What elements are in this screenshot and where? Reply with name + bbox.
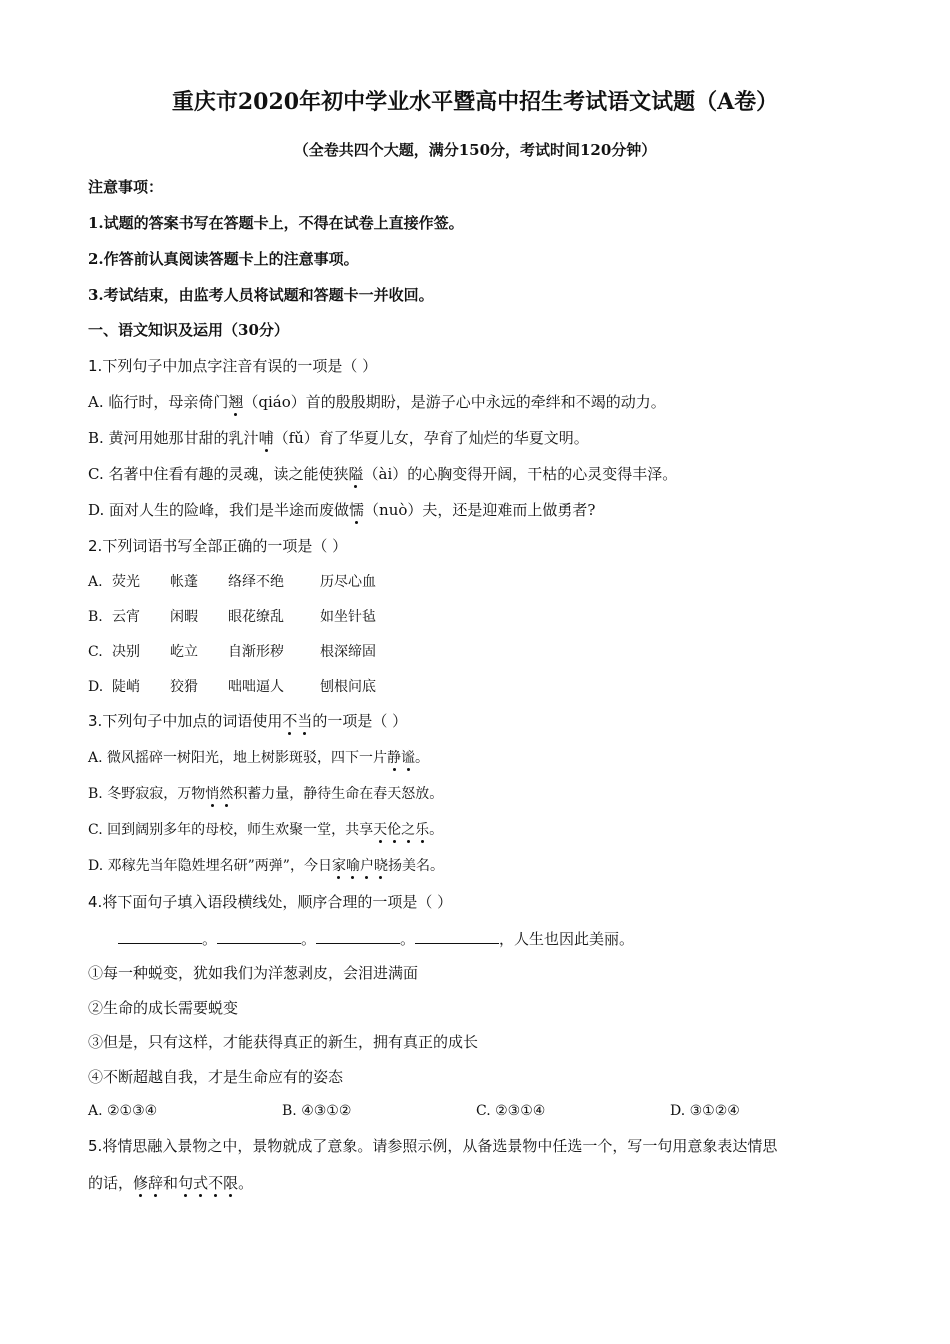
q1-stem-text: 下列句子中加点字注音有误的一项是（ ） <box>102 357 378 375</box>
q3-option-c <box>88 820 443 840</box>
q2-option-d <box>88 677 376 697</box>
notice-item-1: 1.试题的答案书写在答题卡上，不得在试卷上直接作签。 <box>88 214 464 232</box>
q3-stem-text: 下列句子中加点的词语使用 <box>102 712 283 730</box>
q4-sentence-1: ①每一种蜕变，犹如我们为洋葱剥皮，会泪进满面 <box>88 964 419 982</box>
q3-a-dotted <box>387 750 415 766</box>
q5-line2-mid: 和 <box>163 1174 179 1192</box>
q3-b-rest: 积蓄力量，静待生命在春天怒放。 <box>233 786 444 802</box>
q5-stem-line-1 <box>88 1136 777 1156</box>
q1-number: 1. <box>88 357 103 375</box>
q1-c-text: C. 名著中住看有趣的灵魂，读之能使狭 <box>88 465 349 483</box>
emphasis-char: 式 <box>193 1174 209 1192</box>
q4-sentence-4: ④不断超越自我，才是生命应有的姿态 <box>88 1068 344 1086</box>
q2-d-word-2: 狡猾 <box>170 679 198 695</box>
q3-option-a <box>88 748 429 768</box>
emphasis-char: 然 <box>219 786 234 802</box>
notice-item-2: 2.作答前认真阅读答题卡上的注意事项。 <box>88 250 359 268</box>
q2-b-word-4: 如坐针毡 <box>320 609 376 625</box>
emphasis-char: 天 <box>373 822 388 838</box>
q1-a-rest: （qiáo）首的殷殷期盼，是游子心中永远的牵绊和不竭的动力。 <box>243 393 666 411</box>
q3-a-text: A. 微风摇碎一树阳光，地上树影斑驳，四下一片 <box>88 750 388 766</box>
q3-b-text: B. 冬野寂寂，万物 <box>88 786 206 802</box>
q2-d-word-4: 刨根问底 <box>320 679 376 695</box>
q4-options <box>88 1101 740 1121</box>
page-title: 重庆市2020年初中学业水平暨高中招生考试语文试题（A卷） <box>171 89 779 115</box>
q1-option-b <box>88 428 589 448</box>
q2-stem <box>88 536 347 556</box>
q3-c-text: C. 回到阔别多年的母校，师生欢聚一堂，共享 <box>88 822 374 838</box>
emphasis-char: 限 <box>223 1174 239 1192</box>
q2-a-word-4: 历尽心血 <box>320 574 376 590</box>
q2-b-label: B. <box>88 609 103 625</box>
q2-option-c <box>88 642 376 662</box>
q5-stem-text: 将情思融入景物之中，景物就成了意象。请参照示例，从备选景物中任选一个，写一句用意象表达情思 <box>102 1137 778 1155</box>
q3-c-rest: 。 <box>429 822 444 838</box>
q3-b-dotted-word <box>205 786 233 802</box>
q4-blank-3[interactable] <box>316 929 400 944</box>
q1-option-d <box>88 500 595 520</box>
q4-blank-1[interactable] <box>118 929 202 944</box>
q3-option-b <box>88 784 443 804</box>
q5-number: 5. <box>88 1137 103 1155</box>
q1-stem <box>88 356 377 376</box>
emphasis-char: 伦 <box>387 822 402 838</box>
q1-a-dotted-char: 翘 <box>228 393 244 411</box>
q1-b-rest: （fǔ）育了华夏儿女，孕育了灿烂的华夏文明。 <box>273 429 589 447</box>
q1-d-rest: （nuò）夫，还是迎难而上做勇者? <box>364 501 596 519</box>
q2-b-word-1: 云宵 <box>112 609 140 625</box>
emphasis-char: 乐 <box>415 822 430 838</box>
q1-b-dotted-char: 哺 <box>258 429 274 447</box>
q3-stem-rest: 的一项是（ ） <box>312 712 408 730</box>
q3-number: 3. <box>88 712 103 730</box>
q2-a-word-2: 帐蓬 <box>170 574 198 590</box>
emphasis-char: 户 <box>359 858 374 874</box>
notice-item-3: 3.考试结束，由监考人员将试题和答题卡一并收回。 <box>88 286 434 304</box>
section-heading: 一、语文知识及运用（30分） <box>88 321 289 339</box>
q3-option-d <box>88 856 444 876</box>
emphasis-char: 不 <box>282 712 298 730</box>
q4-option-a: A. ②①③④ <box>88 1103 158 1119</box>
q2-d-word-3: 咄咄逼人 <box>228 679 284 695</box>
q2-d-word-1: 陡峭 <box>112 679 140 695</box>
q1-option-a <box>88 392 666 412</box>
q1-option-c <box>88 464 677 484</box>
q1-c-dotted-char: 隘 <box>348 465 364 483</box>
q2-stem-text: 下列词语书写全部正确的一项是（ ） <box>102 537 348 555</box>
q5-line2-text: 的话， <box>88 1174 134 1192</box>
q1-b-text: B. 黄河用她那甘甜的乳汁 <box>88 429 259 447</box>
notice-heading: 注意事项： <box>88 178 164 196</box>
q4-option-b: B. ④③①② <box>282 1103 352 1119</box>
emphasis-char: 当 <box>297 712 313 730</box>
q4-sentence-3: ③但是，只有这样，才能获得真正的新生，拥有真正的成长 <box>88 1033 479 1051</box>
q3-d-text: D. 邓稼先当年隐姓埋名研”两弹”，今日 <box>88 858 332 874</box>
emphasis-char: 喻 <box>345 858 360 874</box>
emphasis-char: 谧 <box>401 750 416 766</box>
q2-number: 2. <box>88 537 103 555</box>
q2-option-b <box>88 607 376 627</box>
q5-line2-end: 。 <box>238 1174 254 1192</box>
q3-a-dotted-word <box>387 750 415 766</box>
q5-stem-line-2 <box>88 1173 253 1193</box>
q5-dotted-word-2 <box>178 1174 238 1192</box>
q3-d-rest: 扬美名。 <box>387 858 444 874</box>
q4-tail-text: ，人生也因此美丽。 <box>499 930 635 948</box>
q2-a-word-3: 络绎不绝 <box>228 574 284 590</box>
q3-d-dotted-word <box>332 858 388 874</box>
page-subtitle: （全卷共四个大题，满分150分，考试时间120分钟） <box>293 141 657 159</box>
q4-blanks-line: 。 。 。 ，人生也因此美丽。 <box>118 929 634 949</box>
q2-c-word-1: 决别 <box>112 644 140 660</box>
emphasis-char: 辞 <box>148 1174 164 1192</box>
emphasis-char: 句 <box>178 1174 194 1192</box>
q2-b-word-3: 眼花缭乱 <box>228 609 284 625</box>
q3-stem-dotted <box>282 712 312 730</box>
emphasis-char: 之 <box>401 822 416 838</box>
q4-option-d: D. ③①②④ <box>670 1103 740 1119</box>
q3-a-rest: 。 <box>415 750 430 766</box>
q2-c-word-3: 自渐形秽 <box>228 644 284 660</box>
q2-c-word-4: 根深缔固 <box>320 644 376 660</box>
q2-a-label: A. <box>88 574 103 590</box>
emphasis-char: 晓 <box>373 858 388 874</box>
q2-a-word-1: 荧光 <box>112 574 140 590</box>
q4-stem-text: 将下面句子填入语段横线处，顺序合理的一项是（ ） <box>102 893 453 911</box>
emphasis-char: 悄 <box>205 786 220 802</box>
q1-d-dotted-char: 懦 <box>349 501 365 519</box>
q4-stem <box>88 892 452 912</box>
q4-option-c: C. ②③①④ <box>476 1103 546 1119</box>
q1-d-text: D. 面对人生的险峰，我们是半途而废做 <box>88 501 350 519</box>
q2-d-label: D. <box>88 679 104 695</box>
q2-option-a <box>88 572 376 592</box>
q4-blank-4[interactable] <box>415 929 499 944</box>
q2-b-word-2: 闲暇 <box>170 609 198 625</box>
emphasis-char: 静 <box>387 750 402 766</box>
q2-c-word-2: 屹立 <box>170 644 198 660</box>
q2-c-label: C. <box>88 644 103 660</box>
q4-blank-2[interactable] <box>217 929 301 944</box>
q3-stem <box>88 711 407 731</box>
q1-c-rest: （ài）的心胸变得开阔，干枯的心灵变得丰泽。 <box>363 465 678 483</box>
q4-sentence-2: ②生命的成长需要蜕变 <box>88 999 239 1017</box>
q4-number: 4. <box>88 893 103 911</box>
emphasis-char: 家 <box>331 858 346 874</box>
q1-a-text: A. 临行时，母亲倚门 <box>88 393 229 411</box>
emphasis-char: 不 <box>208 1174 224 1192</box>
emphasis-char: 修 <box>133 1174 149 1192</box>
q3-c-dotted-word <box>373 822 429 838</box>
q5-dotted-word-1 <box>133 1174 163 1192</box>
